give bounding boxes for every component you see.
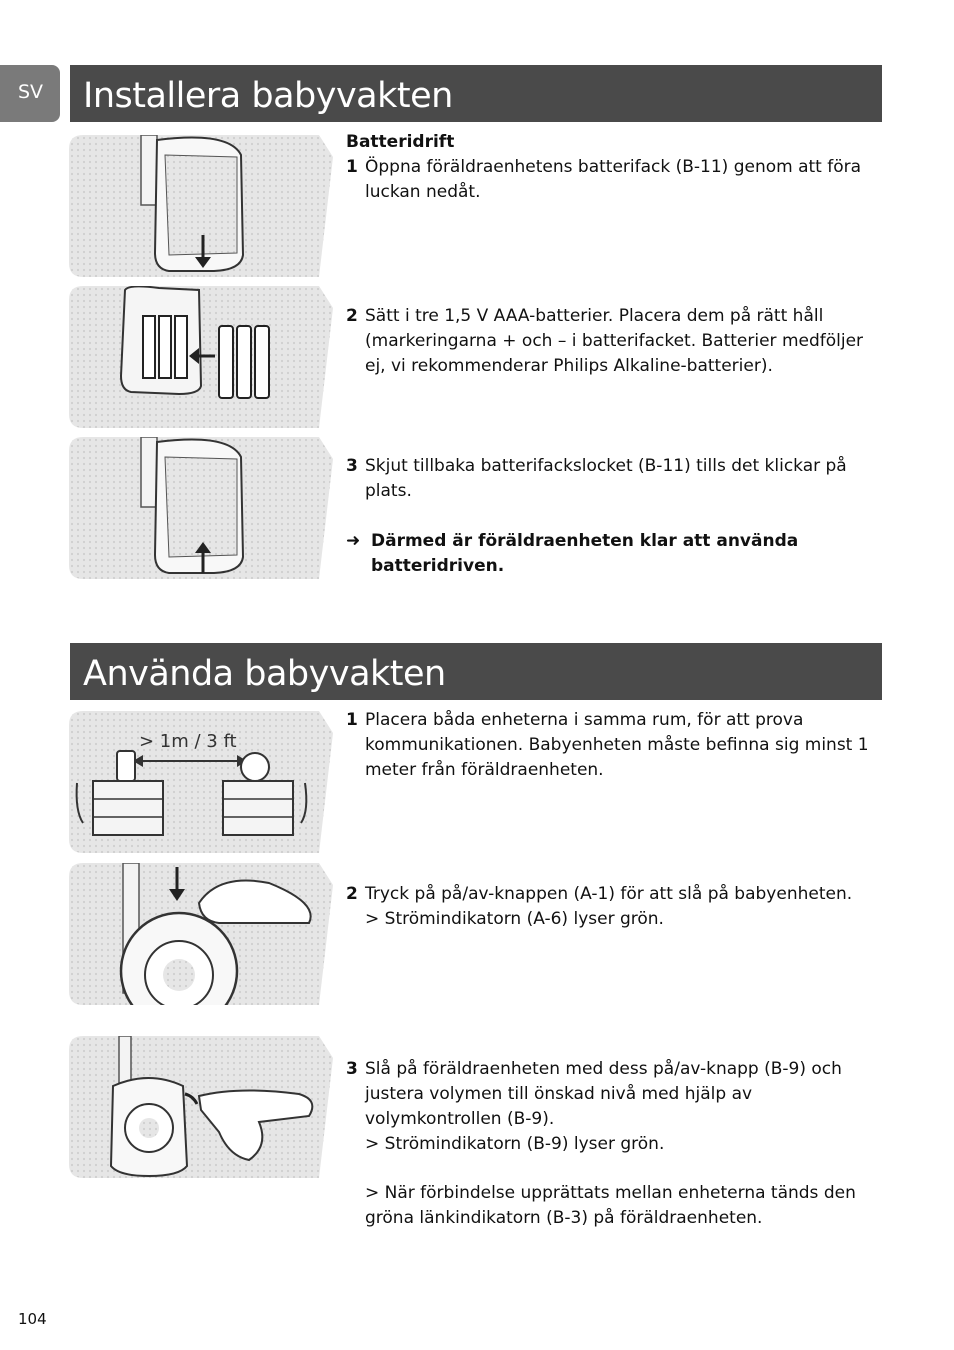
- use-step-2: [346, 882, 886, 907]
- illustration-press-baby-unit-button: [69, 863, 333, 1005]
- subheading-battery-operation: Batteridrift: [346, 132, 455, 152]
- result-arrow-icon: ➜: [346, 531, 361, 551]
- use-step-2-block: [346, 882, 886, 932]
- step-text: Placera båda enheterna i samma rum, för att prova kommunikationen. Babyenheten måste befinna sig minst 1 meter från föräldraenheten.: [365, 710, 869, 780]
- use-step-2-result: > Strömindikatorn (A-6) lyser grön.: [365, 909, 664, 929]
- use-step-3-block: [346, 1057, 886, 1157]
- step-text: Tryck på på/av-knappen (A-1) för att slå på babyenheten.: [365, 884, 853, 904]
- step-number: 3: [346, 456, 358, 476]
- illustration-units-distance: [69, 711, 333, 853]
- illustration-open-battery-cover: [69, 135, 333, 277]
- install-result: [346, 529, 886, 579]
- step-number: 3: [346, 1059, 358, 1079]
- install-step-3: [346, 454, 886, 504]
- result-text: Därmed är föräldraenheten klar att använda batteridriven.: [371, 531, 799, 576]
- use-step-3-result: > Strömindikatorn (B-9) lyser grön.: [365, 1134, 665, 1154]
- step-text: Sätt i tre 1,5 V AAA-batterier. Placera dem på rätt håll (markeringarna + och – i batterifacket. Batterier medföljer ej, vi rekommenderar Philips Alkaline-batterier).: [365, 306, 864, 376]
- use-step-1: [346, 708, 886, 783]
- step-text: Slå på föräldraenheten med dess på/av-knapp (B-9) och justera volymen till önskad nivå med hjälp av volymkontrollen (B-9).: [365, 1059, 842, 1129]
- install-step-3-block: [346, 454, 886, 579]
- install-step-2: [346, 304, 886, 379]
- distance-label: > 1m / 3 ft: [139, 731, 237, 752]
- use-step-1-block: [346, 708, 886, 783]
- install-step-1-block: [346, 130, 886, 205]
- step-number: 2: [346, 306, 358, 326]
- section-title-use: Använda babyvakten: [70, 643, 882, 700]
- illustration-close-battery-cover: [69, 437, 333, 579]
- language-tab: SV: [0, 65, 60, 122]
- step-text: Skjut tillbaka batterifackslocket (B-11) tills det klickar på plats.: [365, 456, 847, 501]
- illustration-insert-batteries: [69, 286, 333, 428]
- install-step-2-block: [346, 304, 886, 379]
- link-indicator-note: > När förbindelse upprättats mellan enheterna tänds den gröna länkindikatorn (B-3) på föräldraenheten.: [365, 1183, 856, 1228]
- step-number: 2: [346, 884, 358, 904]
- step-text: Öppna föräldraenhetens batterifack (B-11) genom att föra luckan nedåt.: [365, 157, 862, 202]
- illustration-press-parent-unit-button: [69, 1036, 333, 1178]
- step-number: 1: [346, 710, 358, 730]
- step-number: 1: [346, 157, 358, 177]
- section-title-install: Installera babyvakten: [70, 65, 882, 122]
- install-step-1: [346, 155, 886, 205]
- page-number: 104: [18, 1310, 47, 1328]
- use-step-3: [346, 1057, 886, 1132]
